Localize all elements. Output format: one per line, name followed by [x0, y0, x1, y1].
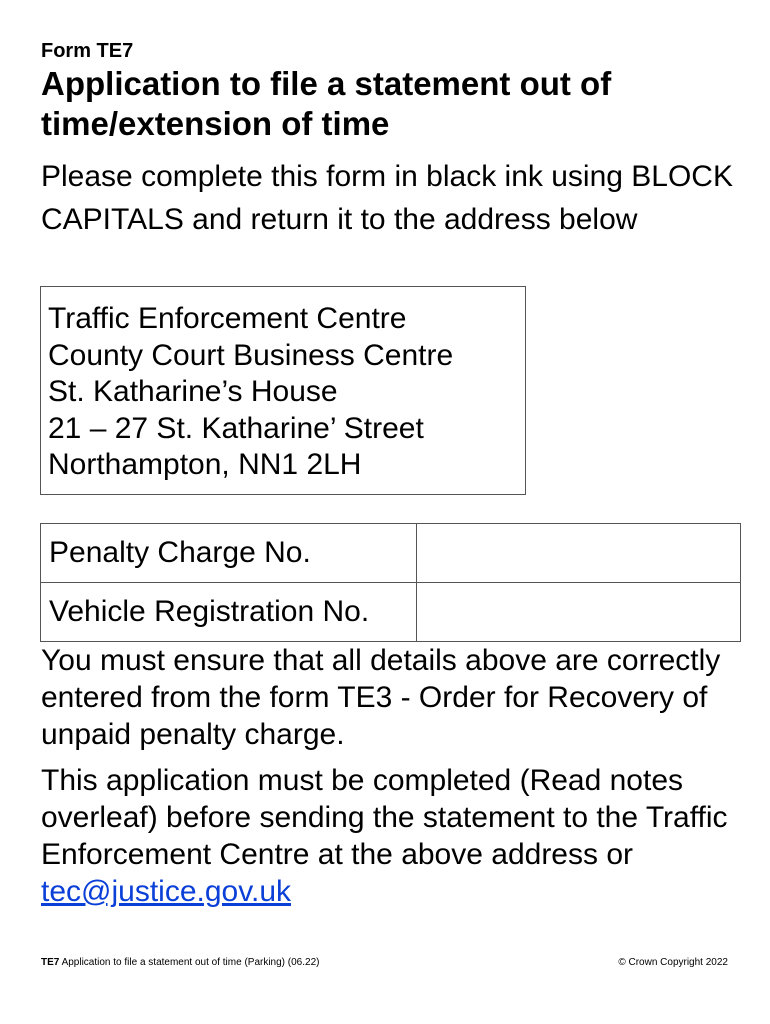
application-note	[41, 762, 751, 910]
footer-form-code: TE7	[41, 957, 60, 968]
footer-form-reference	[41, 957, 319, 968]
address-line-name: Traffic Enforcement Centre	[48, 302, 407, 335]
address-line-street: 21 – 27 St. Katharine’ Street	[48, 411, 424, 445]
email-link[interactable]: tec@justice.gov.uk	[41, 875, 292, 908]
address-box	[40, 286, 526, 495]
footer-form-description: Application to file a statement out of time (Parking) (06.22)	[59, 957, 320, 968]
vehicle-registration-field[interactable]	[417, 583, 741, 642]
ensure-details-note: You must ensure that all details above are correctly entered from the form TE3 - Order for Recovery of unpaid penalty charge.	[41, 644, 721, 751]
penalty-charge-field[interactable]	[417, 524, 741, 583]
page-title: Application to file a statement out of time/extension of time	[41, 65, 612, 142]
vehicle-registration-row	[41, 583, 741, 642]
penalty-charge-label: Penalty Charge No.	[41, 524, 417, 583]
address-line-city-postcode: Northampton, NN1 2LH	[48, 448, 362, 481]
reference-fields-table	[40, 523, 741, 642]
address-line-business-centre: County Court Business Centre	[48, 338, 454, 372]
form-code: Form TE7	[41, 40, 134, 62]
vehicle-registration-label: Vehicle Registration No.	[41, 583, 417, 642]
footer-copyright: © Crown Copyright 2022	[618, 957, 728, 968]
address-line-house: St. Katharine’s House	[48, 375, 338, 408]
application-note-text: This application must be completed (Read notes overleaf) before sending the statement to the Traffic Enforcement Centre at the above address or	[41, 764, 728, 871]
penalty-charge-row	[41, 524, 741, 583]
instructions-text: Please complete this form in black ink using BLOCK CAPITALS and return it to the address below	[41, 160, 733, 236]
